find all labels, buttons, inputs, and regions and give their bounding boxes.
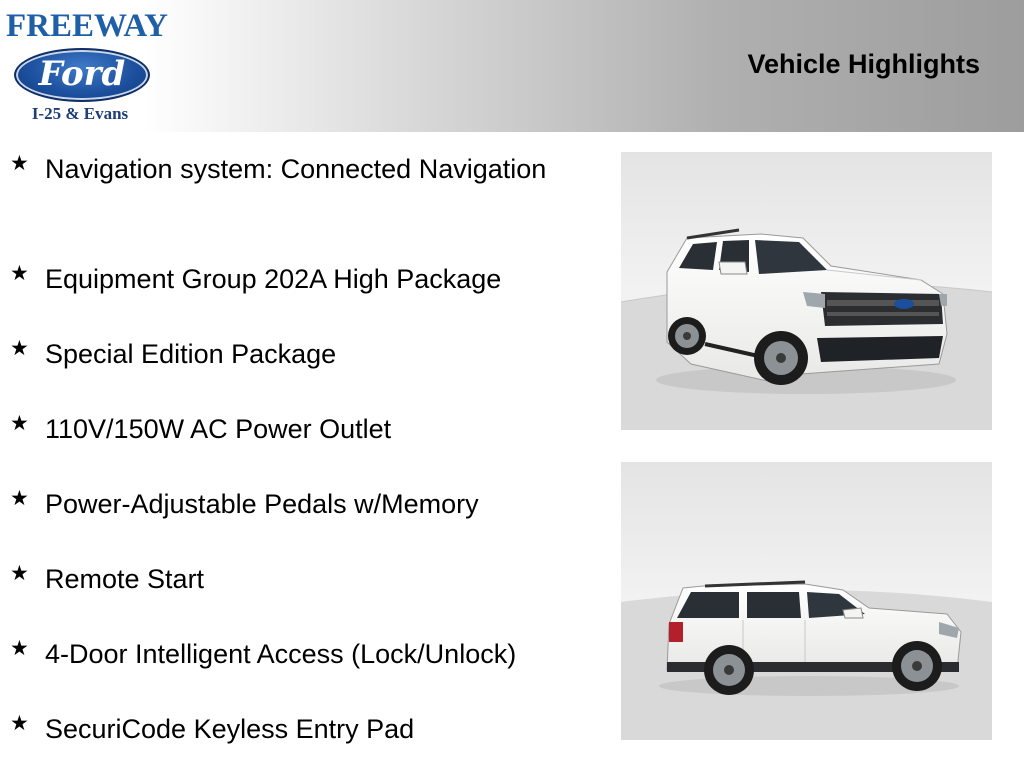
- star-icon: ★: [10, 412, 29, 435]
- vehicle-photo-front[interactable]: [621, 152, 992, 430]
- star-icon: ★: [10, 262, 29, 285]
- vehicle-side-image: [621, 462, 992, 740]
- star-icon: ★: [10, 152, 29, 175]
- highlight-text: Special Edition Package: [45, 339, 337, 369]
- star-icon: ★: [10, 487, 29, 510]
- page-title: Vehicle Highlights: [747, 49, 980, 79]
- logo-location: I-25 & Evans: [31, 104, 129, 123]
- logo-dealer-name: FREEWAY: [6, 8, 168, 44]
- highlight-text: 4-Door Intelligent Access (Lock/Unlock): [45, 639, 517, 669]
- star-icon: ★: [10, 337, 29, 360]
- highlight-text: Equipment Group 202A High Package: [45, 264, 502, 294]
- dealer-logo[interactable]: [6, 4, 168, 128]
- header-banner: [0, 0, 1024, 132]
- star-icon: ★: [10, 562, 29, 585]
- star-icon: ★: [10, 712, 29, 735]
- ford-oval-icon: [14, 48, 150, 102]
- star-icon: ★: [10, 637, 29, 660]
- highlight-text: Power-Adjustable Pedals w/Memory: [45, 489, 479, 519]
- highlight-text: Remote Start: [45, 564, 205, 594]
- vehicle-photo-side[interactable]: [621, 462, 992, 740]
- logo-brand-script: Ford: [38, 54, 126, 94]
- highlight-text: SecuriCode Keyless Entry Pad: [45, 714, 415, 744]
- highlight-text: 110V/150W AC Power Outlet: [45, 414, 392, 444]
- highlight-text: Navigation system: Connected Navigation: [45, 154, 547, 184]
- vehicle-front-image: [621, 152, 992, 430]
